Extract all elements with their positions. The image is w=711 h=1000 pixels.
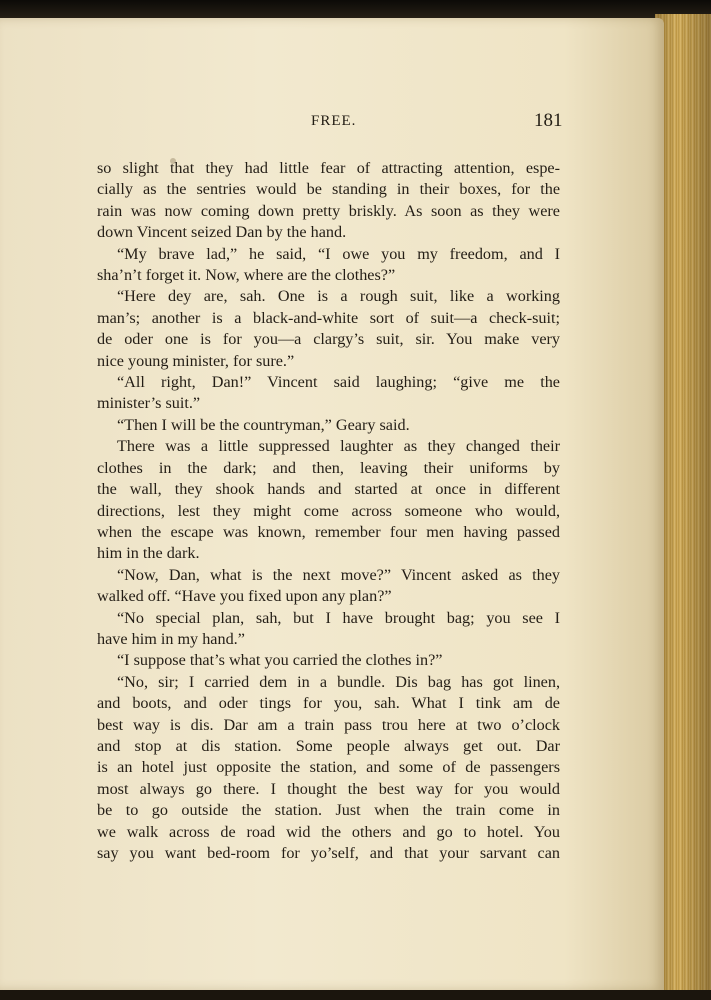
- scan-bottom-edge: [0, 990, 711, 1000]
- text-line: and stop at dis station. Some people always get out. Dar: [97, 736, 560, 755]
- text-line: is an hotel just opposite the station, and some of de passengers: [97, 758, 560, 777]
- text-line: minister’s suit.”: [97, 394, 201, 413]
- text-line: so slight that they had little fear of attracting attention, espe-: [97, 159, 560, 177]
- text-line: walked off. “Have you fixed upon any plan?”: [97, 587, 392, 606]
- text-line: rain was now coming down pretty briskly. As soon as they were: [97, 201, 560, 220]
- text-line: sha’n’t forget it. Now, where are the clothes?”: [97, 266, 396, 285]
- text-line: man’s; another is a black-and-white sort of suit—a check-suit;: [97, 308, 560, 327]
- text-line: most always go there. I thought the best way for you would: [97, 779, 560, 798]
- text-line: when the escape was known, remember four men having passed: [97, 522, 560, 541]
- text-line: “Then I will be the countryman,” Geary said.: [117, 415, 410, 434]
- text-line: cially as the sentries would be standing in their boxes, for the: [97, 180, 560, 199]
- text-line: down Vincent seized Dan by the hand.: [97, 223, 347, 242]
- running-title: FREE.: [311, 113, 357, 129]
- text-line: nice young minister, for sure.”: [97, 351, 295, 370]
- text-line: directions, lest they might come across someone who would,: [97, 501, 560, 520]
- page-number: 181: [534, 110, 563, 131]
- body-text: [97, 158, 560, 864]
- text-line: There was a little suppressed laughter as they changed their: [117, 437, 560, 456]
- text-line: best way is dis. Dar am a train pass trou here at two o’clock: [97, 715, 560, 734]
- text-line: be to go outside the station. Just when the train come in: [97, 801, 560, 820]
- text-line: “Here dey are, sah. One is a rough suit, like a working: [117, 287, 560, 306]
- text-line: “I suppose that’s what you carried the clothes in?”: [117, 651, 443, 670]
- text-line: “No special plan, sah, but I have brought bag; you see I: [117, 608, 560, 627]
- text-line: and boots, and oder tings for you, sah. What I tink am de: [97, 694, 560, 713]
- text-line: “My brave lad,” he said, “I owe you my freedom, and I: [117, 244, 560, 263]
- text-line: the wall, they shook hands and started at once in different: [97, 480, 560, 499]
- text-line: clothes in the dark; and then, leaving their uniforms by: [97, 458, 560, 477]
- text-line: “Now, Dan, what is the next move?” Vincent asked as they: [117, 565, 560, 584]
- text-line: him in the dark.: [97, 544, 200, 563]
- text-line: have him in my hand.”: [97, 629, 245, 648]
- text-line: we walk across de road wid the others and go to hotel. You: [97, 822, 560, 841]
- running-head: [0, 110, 664, 139]
- text-line: say you want bed-room for yo’self, and that your sarvant can: [97, 844, 560, 862]
- text-line: “All right, Dan!” Vincent said laughing; “give me the: [117, 373, 560, 392]
- text-line: “No, sir; I carried dem in a bundle. Dis bag has got linen,: [117, 672, 560, 691]
- text-line: de oder one is for you—a clargy’s suit, sir. You make very: [97, 330, 560, 349]
